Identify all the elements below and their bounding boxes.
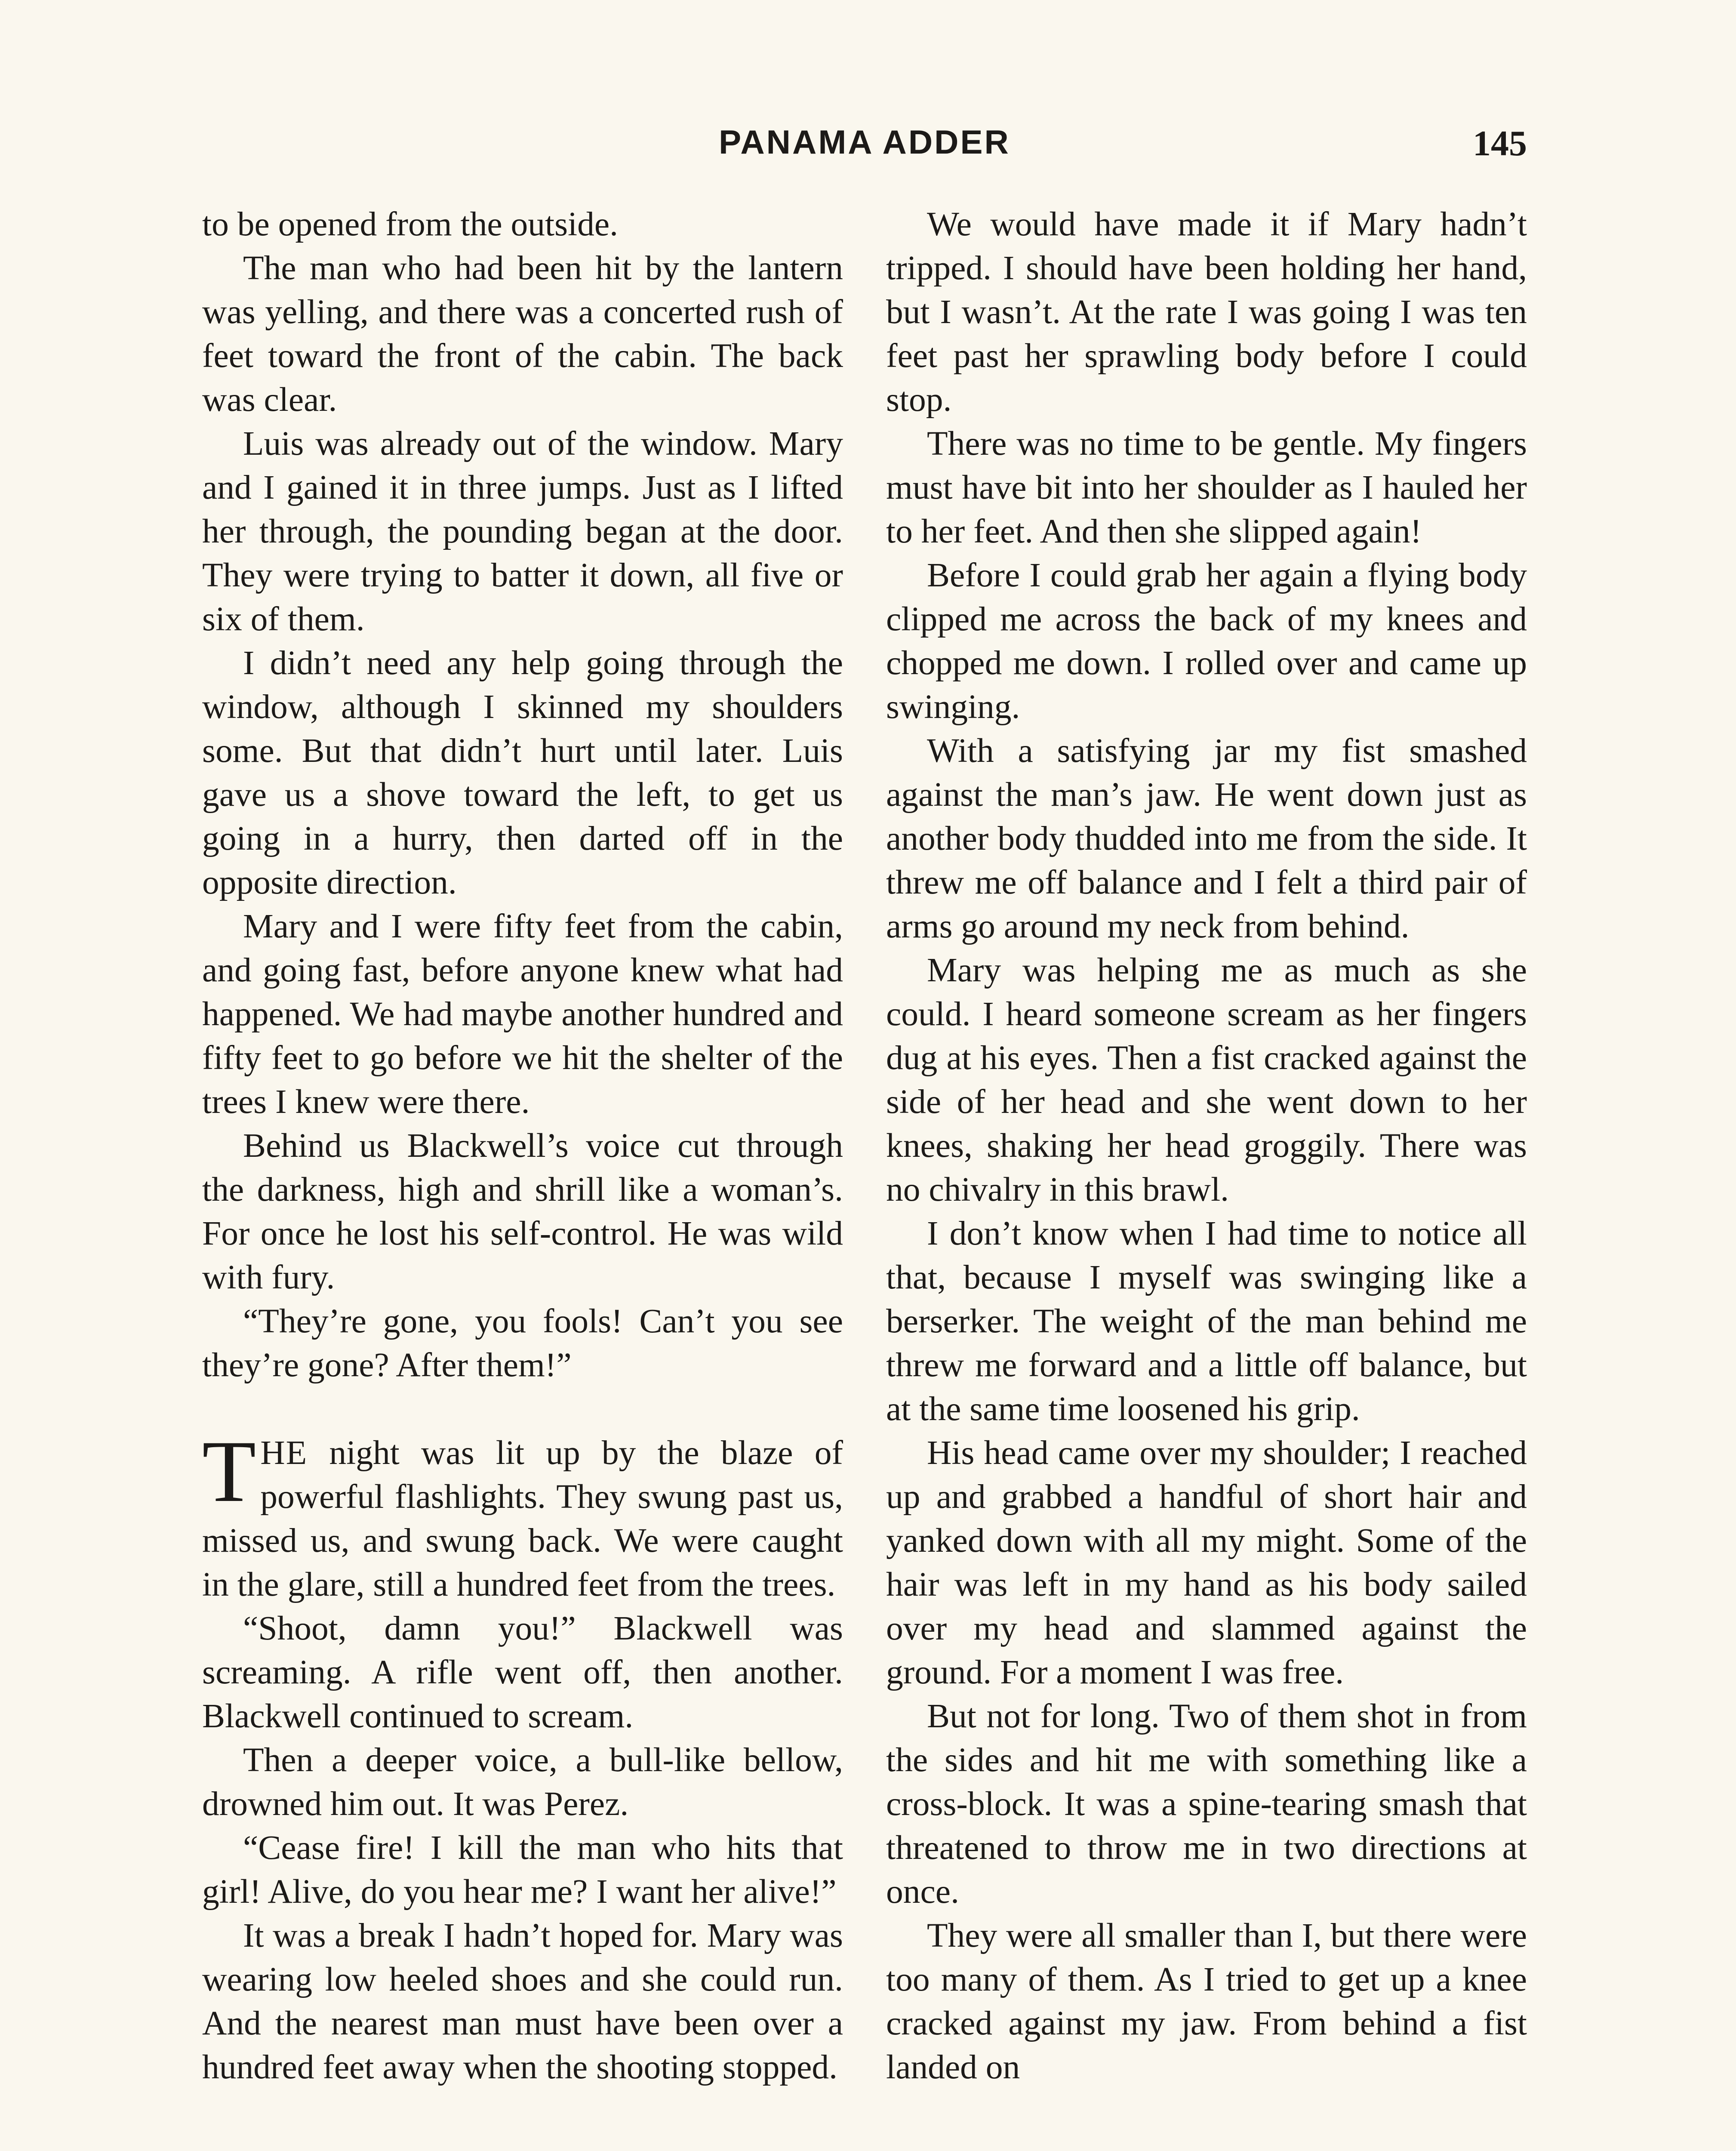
- running-title: PANAMA ADDER: [719, 123, 1010, 161]
- paragraph: The man who had been hit by the lantern was yelling, and there was a concerted rush of feet toward the front of the cabin. The back was clear.: [202, 249, 843, 419]
- paragraph: Before I could grab her again a flying body clipped me across the back of my knees and chopped me down. I rolled over and came up swinging.: [886, 556, 1527, 726]
- paragraph: “They’re gone, you fools! Can’t you see they’re gone? After them!”: [202, 1302, 843, 1384]
- paragraph: I didn’t need any help going through the window, although I skinned my shoulders some. But that didn’t hurt until later. Luis gave us a shove toward the left, to get us going in a hurry, then darted off in the opposite direction.: [202, 644, 843, 901]
- section-opening-text: night was lit up by the blaze of powerful flashlights. They swung past us, missed us, and swung back. We were caught in the glare, still a hundred feet from the trees.: [202, 1434, 843, 1603]
- section-opening-paragraph: [202, 1423, 843, 1606]
- paragraph: Behind us Blackwell’s voice cut through the darkness, high and shrill like a woman’s. For once he lost his self-control. He was wild with fury.: [202, 1127, 843, 1296]
- paragraph: Mary was helping me as much as she could. I heard someone scream as her fingers dug at his eyes. Then a fist cracked against the side of her head and she went down to her knees, shaking her head groggily. There was no chivalry in this brawl.: [886, 951, 1527, 1208]
- paragraph: They were all smaller than I, but there were too many of them. As I tried to get up a knee cracked against my jaw. From behind a fist landed on: [886, 1917, 1527, 2086]
- paragraph: I don’t know when I had time to notice all that, because I myself was swinging like a berserker. The weight of the man behind me threw me forward and a little off balance, but at the same time loosened his grip.: [886, 1214, 1527, 1428]
- paragraph: Luis was already out of the window. Mary and I gained it in three jumps. Just as I lifted her through, the pounding began at the door. They were trying to batter it down, all five or six of them.: [202, 425, 843, 638]
- paragraph: There was no time to be gentle. My fingers must have bit into her shoulder as I hauled her to her feet. And then she slipped again!: [886, 425, 1527, 550]
- paragraph: But not for long. Two of them shot in from the sides and hit me with something like a cross-block. It was a spine-tearing smash that threatened to throw me in two directions at once.: [886, 1697, 1527, 1911]
- drop-cap: T: [202, 1423, 256, 1520]
- drop-cap-rest: HE: [260, 1434, 308, 1472]
- paragraph: Mary and I were fifty feet from the cabin, and going fast, before anyone knew what had happened. We had maybe another hundred and fifty feet to go before we hit the shelter of the trees I knew were there.: [202, 907, 843, 1121]
- paragraph: “Cease fire! I kill the man who hits that girl! Alive, do you hear me? I want her alive!”: [202, 1829, 843, 1911]
- paragraph: “Shoot, damn you!” Blackwell was screaming. A rifle went off, then another. Blackwell continued to scream.: [202, 1609, 843, 1735]
- paragraph: With a satisfying jar my fist smashed against the man’s jaw. He went down just as another body thudded into me from the side. It threw me off balance and I felt a third pair of arms go around my neck from behind.: [886, 732, 1527, 945]
- paragraph: Then a deeper voice, a bull-like bellow, drowned him out. It was Perez.: [202, 1741, 843, 1823]
- page-number: 145: [1473, 123, 1527, 163]
- page-header: [202, 123, 1527, 170]
- paragraph: We would have made it if Mary hadn’t tripped. I should have been holding her hand, but I wasn’t. At the rate I was going I was ten feet past her sprawling body before I could stop.: [886, 205, 1527, 419]
- paragraph: to be opened from the outside.: [202, 205, 619, 243]
- paragraph: His head came over my shoulder; I reached up and grabbed a handful of short hair and yanked down with all my might. Some of the hair was left in my hand as his body sailed over my head and slammed against the ground. For a moment I was free.: [886, 1434, 1527, 1691]
- left-column: [202, 202, 843, 2151]
- right-column: [886, 202, 1527, 2151]
- paragraph: It was a break I hadn’t hoped for. Mary was wearing low heeled shoes and she could run. And the nearest man must have been over a hundred feet away when the shooting stopped.: [202, 1917, 843, 2086]
